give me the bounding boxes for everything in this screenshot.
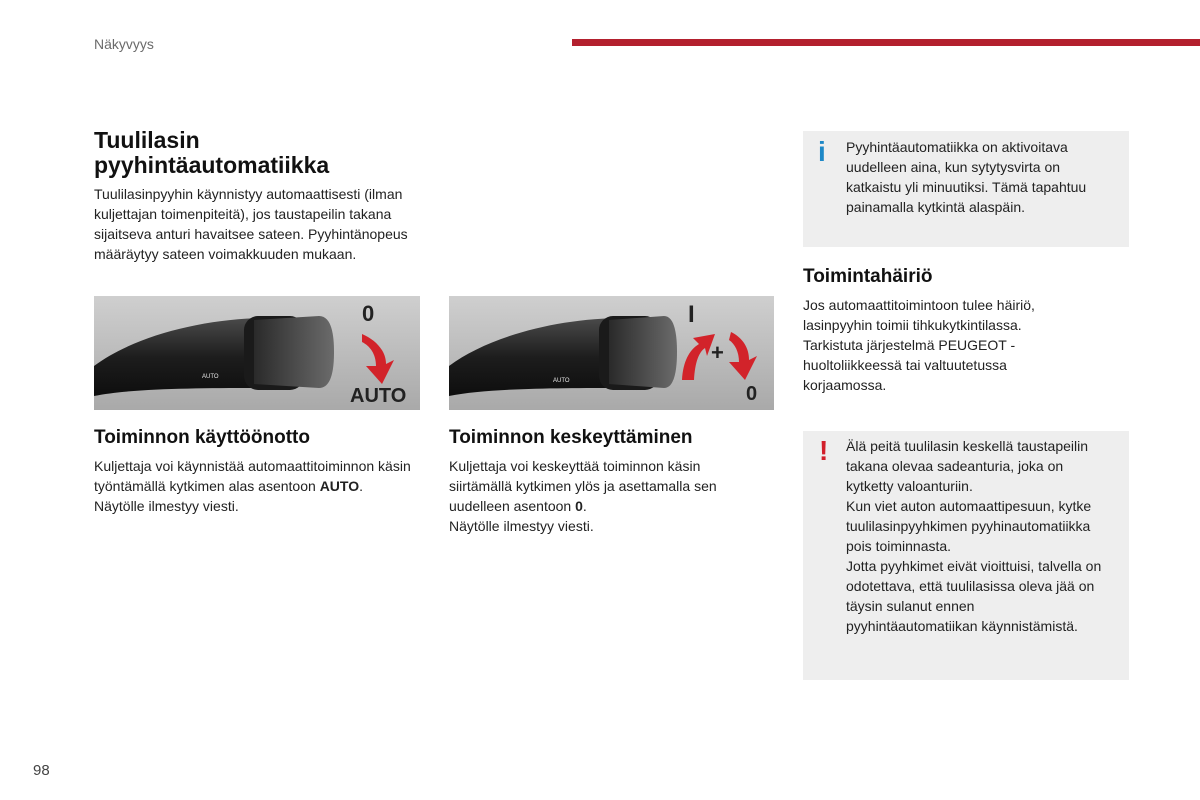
warning-text xyxy=(846,436,1108,636)
activation-bold: AUTO xyxy=(319,478,360,494)
title-line-1: Tuulilasin xyxy=(94,127,200,153)
activation-text-end: . xyxy=(359,478,363,494)
info-icon: i xyxy=(818,136,826,167)
activation-heading: Toiminnon käyttöönotto xyxy=(94,427,310,448)
page-number: 98 xyxy=(33,762,50,779)
activation-note: Näytölle ilmestyy viesti. xyxy=(94,498,239,514)
warning-box xyxy=(803,431,1129,680)
activation-paragraph xyxy=(94,456,414,516)
info-box xyxy=(803,131,1129,247)
title-line-2: pyyhintäautomatiikka xyxy=(94,152,330,178)
stalk-image-activation xyxy=(94,296,420,410)
position-label-from-right: I xyxy=(688,301,695,328)
deactivation-note: Näytölle ilmestyy viesti. xyxy=(449,518,594,534)
deactivation-text: Kuljettaja voi keskeyttää toiminnon käsin siirtämällä kytkimen ylös ja asettamalla sen uudelleen asentoon xyxy=(449,458,717,514)
position-label-to-right: 0 xyxy=(746,383,758,405)
plus-sign: + xyxy=(711,340,724,365)
stalk-label-right: AUTO xyxy=(553,378,570,384)
page-title xyxy=(94,128,424,178)
warning-icon: ! xyxy=(819,435,829,466)
position-label-from-left: 0 xyxy=(362,301,375,326)
warning-line-2: Kun viet auton automaattipesuun, kytke tuulilasinpyyhkimen pyyhinautomatiikka pois toiminnasta. xyxy=(846,498,1092,554)
deactivation-bold: 0 xyxy=(575,498,583,514)
malfunction-heading: Toimintahäiriö xyxy=(803,266,933,287)
deactivation-text-end: . xyxy=(582,498,587,514)
warning-line-1: Älä peitä tuulilasin keskellä taustapeilin takana olevaa sadeanturia, joka on kytketty valoanturiin. xyxy=(846,438,1089,494)
deactivation-paragraph xyxy=(449,456,754,536)
stalk-knob xyxy=(254,316,334,388)
section-label: Näkyvyys xyxy=(94,36,154,52)
malfunction-paragraph: Jos automaattitoimintoon tulee häiriö, lasinpyyhin toimii tihkukytkintilassa. Tarkistuta järjestelmä PEUGEOT -huoltoliikkeessä tai valtuutetussa korjaamossa. xyxy=(803,297,1035,393)
position-label-to-left: AUTO xyxy=(350,385,407,407)
stalk-image-deactivation xyxy=(449,296,774,410)
info-text: Pyyhintäautomatiikka on aktivoitava uudelleen aina, kun sytytysvirta on katkaistu yli minuutiksi. Tämä tapahtuu painamalla kytkintä alaspäin. xyxy=(846,139,1087,215)
deactivation-heading: Toiminnon keskeyttäminen xyxy=(449,427,693,448)
stalk-knob xyxy=(609,316,677,388)
stalk-label-left: AUTO xyxy=(202,374,219,380)
header-accent-bar xyxy=(572,39,1200,46)
warning-line-3: Jotta pyyhkimet eivät vioittuisi, talvella on odotettava, että tuulilasissa oleva jää on täysin sulanut ennen pyyhintäautomatiikan käynnistämistä. xyxy=(846,558,1102,634)
activation-text: Kuljettaja voi käynnistää automaattitoiminnon käsin työntämällä kytkimen alas asentoon xyxy=(94,458,411,494)
intro-paragraph: Tuulilasinpyyhin käynnistyy automaattisesti (ilman kuljettajan toimenpiteitä), jos taustapeilin takana sijaitseva anturi havaitsee sateen. Pyyhintänopeus määräytyy sateen voimakkuuden mukaan. xyxy=(94,186,408,262)
